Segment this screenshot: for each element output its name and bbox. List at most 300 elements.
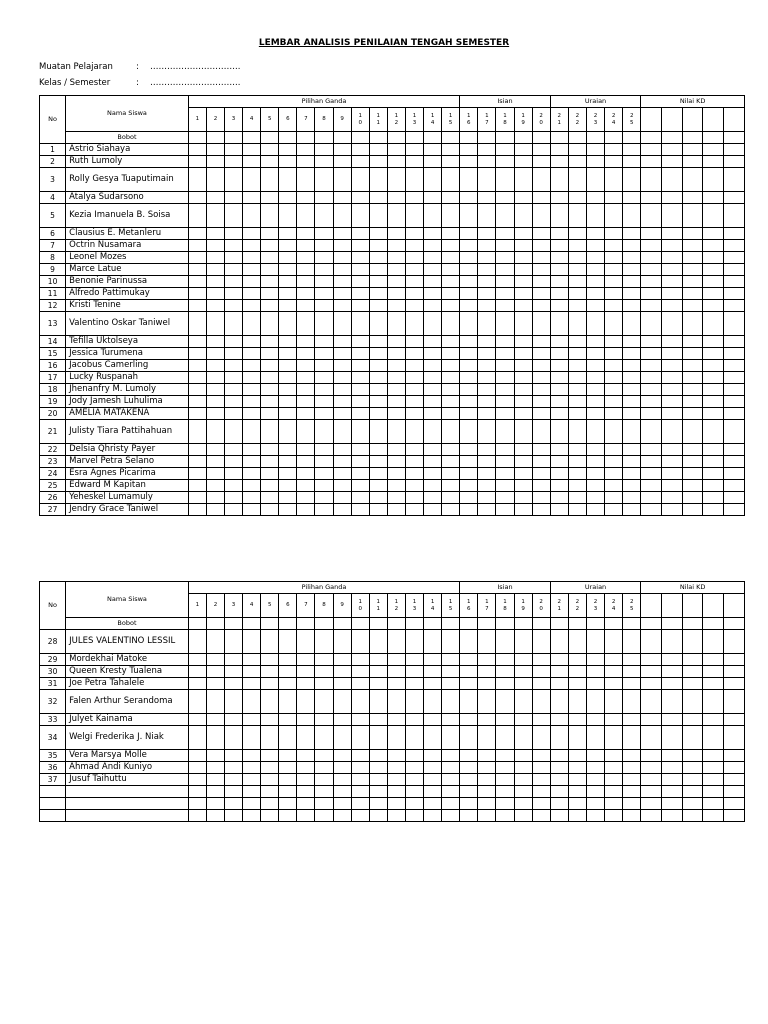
score-cell (641, 654, 662, 666)
score-cell (243, 774, 261, 786)
score-cell (224, 312, 242, 336)
student-row (40, 252, 745, 264)
score-cell (605, 420, 623, 444)
score-cell (315, 504, 333, 516)
score-cell (333, 690, 351, 714)
score-cell (188, 228, 206, 240)
score-cell (369, 192, 387, 204)
student-row (40, 192, 745, 204)
score-cell (623, 396, 641, 408)
score-cell (315, 252, 333, 264)
score-cell (703, 714, 724, 726)
score-cell (369, 348, 387, 360)
student-name: Esra Agnes Picarima (66, 468, 189, 480)
score-cell (623, 630, 641, 654)
score-cell (532, 204, 550, 228)
score-cell (550, 360, 568, 372)
score-cell (568, 678, 586, 690)
score-cell (351, 228, 369, 240)
score-cell (188, 726, 206, 750)
item-digit: 9 (521, 119, 525, 126)
score-cell (387, 384, 405, 396)
score-cell (351, 456, 369, 468)
score-cell (369, 252, 387, 264)
score-cell (424, 156, 442, 168)
student-row (40, 396, 745, 408)
score-cell (703, 264, 724, 276)
score-cell (405, 774, 423, 786)
score-cell (333, 492, 351, 504)
score-cell (224, 156, 242, 168)
header-no: No (40, 96, 66, 144)
score-cell (682, 204, 703, 228)
score-cell (387, 288, 405, 300)
student-no (40, 798, 66, 810)
score-cell (315, 312, 333, 336)
score-cell (297, 384, 315, 396)
score-cell (224, 204, 242, 228)
bobot-cell (682, 132, 703, 144)
score-cell (224, 762, 242, 774)
score-cell (514, 774, 532, 786)
score-cell (568, 690, 586, 714)
score-cell (315, 264, 333, 276)
item-number-14 (424, 594, 442, 618)
score-cell (188, 408, 206, 420)
score-cell (682, 786, 703, 798)
header-pilihan-ganda: Pilihan Ganda (188, 96, 459, 108)
score-cell (333, 204, 351, 228)
score-cell (514, 630, 532, 654)
score-cell (623, 666, 641, 678)
score-cell (532, 408, 550, 420)
score-cell (703, 360, 724, 372)
score-cell (623, 192, 641, 204)
score-cell (224, 726, 242, 750)
score-cell (641, 666, 662, 678)
score-cell (206, 786, 224, 798)
score-cell (206, 360, 224, 372)
bobot-cell (351, 618, 369, 630)
student-no: 20 (40, 408, 66, 420)
score-cell (496, 630, 514, 654)
score-cell (550, 666, 568, 678)
student-no: 33 (40, 714, 66, 726)
score-cell (641, 678, 662, 690)
score-cell (351, 774, 369, 786)
score-cell (351, 144, 369, 156)
score-cell (424, 264, 442, 276)
score-cell (351, 408, 369, 420)
score-cell (724, 192, 745, 204)
score-cell (460, 798, 478, 810)
score-cell (623, 240, 641, 252)
score-cell (424, 444, 442, 456)
score-cell (405, 156, 423, 168)
bobot-cell (496, 618, 514, 630)
score-cell (297, 336, 315, 348)
score-cell (333, 336, 351, 348)
score-cell (224, 240, 242, 252)
score-cell (206, 762, 224, 774)
score-cell (442, 786, 460, 798)
score-cell (243, 384, 261, 396)
score-cell (478, 654, 496, 666)
score-cell (442, 480, 460, 492)
item-number-7: 7 (297, 594, 315, 618)
student-name: Marvel Petra Selano (66, 456, 189, 468)
score-cell (261, 276, 279, 288)
item-digit: 1 (503, 113, 507, 120)
score-cell (442, 288, 460, 300)
item-digit: 2 (539, 599, 543, 606)
item-number-6: 6 (279, 594, 297, 618)
score-cell (724, 798, 745, 810)
student-name: Leonel Mozes (66, 252, 189, 264)
score-cell (351, 798, 369, 810)
score-cell (188, 372, 206, 384)
score-cell (442, 420, 460, 444)
score-cell (315, 480, 333, 492)
item-digit: 1 (467, 113, 471, 120)
score-cell (568, 288, 586, 300)
score-cell (641, 786, 662, 798)
score-cell (261, 762, 279, 774)
score-cell (586, 276, 604, 288)
score-cell (206, 168, 224, 192)
score-cell (206, 396, 224, 408)
bobot-cell (641, 618, 662, 630)
student-name: Mordekhai Matoke (66, 654, 189, 666)
score-cell (369, 654, 387, 666)
score-cell (496, 468, 514, 480)
score-cell (550, 726, 568, 750)
score-cell (442, 666, 460, 678)
student-no: 31 (40, 678, 66, 690)
score-cell (224, 690, 242, 714)
score-cell (297, 690, 315, 714)
score-cell (586, 252, 604, 264)
score-cell (369, 630, 387, 654)
score-cell (550, 408, 568, 420)
item-number-24 (605, 594, 623, 618)
student-row (40, 678, 745, 690)
bobot-cell (460, 618, 478, 630)
score-cell (206, 276, 224, 288)
student-row (40, 264, 745, 276)
score-cell (224, 192, 242, 204)
score-cell (351, 420, 369, 444)
score-cell (478, 810, 496, 822)
student-name: Queen Kresty Tualena (66, 666, 189, 678)
score-cell (442, 726, 460, 750)
score-cell (623, 468, 641, 480)
item-digit: 2 (557, 599, 562, 606)
score-cell (586, 420, 604, 444)
score-cell (224, 348, 242, 360)
item-number-23 (586, 108, 604, 132)
score-cell (369, 240, 387, 252)
score-cell (442, 228, 460, 240)
score-cell (703, 666, 724, 678)
score-cell (568, 336, 586, 348)
score-cell (623, 456, 641, 468)
item-number-16 (460, 108, 478, 132)
score-cell (424, 762, 442, 774)
item-number-22 (568, 594, 586, 618)
score-cell (568, 252, 586, 264)
score-cell (224, 372, 242, 384)
item-digit: 1 (430, 599, 435, 606)
score-cell (568, 492, 586, 504)
score-cell (315, 276, 333, 288)
bobot-cell (405, 132, 423, 144)
score-cell (188, 714, 206, 726)
score-cell (315, 630, 333, 654)
score-cell (703, 300, 724, 312)
score-cell (661, 678, 682, 690)
score-cell (605, 192, 623, 204)
score-cell (297, 288, 315, 300)
score-cell (586, 786, 604, 798)
score-cell (333, 480, 351, 492)
score-cell (315, 492, 333, 504)
score-cell (387, 786, 405, 798)
score-cell (568, 630, 586, 654)
score-cell (496, 144, 514, 156)
score-cell (243, 312, 261, 336)
score-cell (605, 252, 623, 264)
score-cell (297, 492, 315, 504)
score-cell (351, 396, 369, 408)
score-cell (279, 288, 297, 300)
score-cell (641, 630, 662, 654)
score-cell (568, 204, 586, 228)
score-cell (703, 786, 724, 798)
score-cell (351, 264, 369, 276)
score-cell (568, 156, 586, 168)
student-row (40, 372, 745, 384)
score-cell (550, 714, 568, 726)
score-cell (188, 300, 206, 312)
score-cell (206, 228, 224, 240)
score-cell (387, 144, 405, 156)
score-cell (369, 810, 387, 822)
score-cell (351, 762, 369, 774)
score-cell (661, 264, 682, 276)
score-cell (532, 252, 550, 264)
bobot-cell (369, 618, 387, 630)
student-no: 28 (40, 630, 66, 654)
score-cell (315, 192, 333, 204)
score-cell (623, 204, 641, 228)
student-no: 18 (40, 384, 66, 396)
item-number-5: 5 (261, 108, 279, 132)
student-row (40, 456, 745, 468)
score-cell (243, 156, 261, 168)
score-cell (703, 372, 724, 384)
score-cell (568, 774, 586, 786)
student-no: 9 (40, 264, 66, 276)
score-cell (224, 492, 242, 504)
score-cell (188, 492, 206, 504)
score-cell (514, 810, 532, 822)
score-cell (442, 444, 460, 456)
score-cell (605, 336, 623, 348)
item-digit: 1 (485, 113, 489, 120)
score-cell (351, 714, 369, 726)
score-cell (724, 654, 745, 666)
score-cell (496, 168, 514, 192)
score-cell (369, 288, 387, 300)
score-cell (224, 714, 242, 726)
score-cell (405, 810, 423, 822)
score-cell (297, 396, 315, 408)
item-number-15 (442, 594, 460, 618)
student-row (40, 204, 745, 228)
score-cell (496, 312, 514, 336)
score-cell (460, 336, 478, 348)
score-cell (243, 786, 261, 798)
score-cell (206, 774, 224, 786)
student-row (40, 228, 745, 240)
score-cell (478, 786, 496, 798)
score-cell (478, 492, 496, 504)
score-cell (442, 714, 460, 726)
score-cell (605, 774, 623, 786)
score-cell (442, 204, 460, 228)
score-cell (279, 666, 297, 678)
score-cell (641, 144, 662, 156)
score-cell (224, 264, 242, 276)
score-cell (532, 444, 550, 456)
score-cell (297, 678, 315, 690)
score-cell (550, 420, 568, 444)
score-cell (387, 750, 405, 762)
score-cell (279, 144, 297, 156)
score-cell (586, 750, 604, 762)
score-cell (387, 630, 405, 654)
score-cell (188, 204, 206, 228)
score-cell (623, 714, 641, 726)
score-cell (641, 750, 662, 762)
score-cell (586, 762, 604, 774)
score-cell (405, 714, 423, 726)
score-cell (605, 276, 623, 288)
score-cell (586, 468, 604, 480)
score-cell (605, 468, 623, 480)
student-no: 22 (40, 444, 66, 456)
score-cell (351, 348, 369, 360)
student-row (40, 144, 745, 156)
score-cell (661, 750, 682, 762)
score-cell (279, 348, 297, 360)
score-cell (623, 810, 641, 822)
score-cell (514, 336, 532, 348)
score-cell (442, 762, 460, 774)
score-cell (424, 312, 442, 336)
student-no: 37 (40, 774, 66, 786)
item-digit: 3 (593, 119, 598, 126)
score-cell (424, 714, 442, 726)
score-cell (703, 690, 724, 714)
score-cell (279, 504, 297, 516)
score-cell (333, 384, 351, 396)
score-cell (724, 774, 745, 786)
student-name: Julisty Tiara Pattihahuan (66, 420, 189, 444)
score-cell (405, 444, 423, 456)
score-cell (405, 654, 423, 666)
score-cell (369, 690, 387, 714)
score-cell (605, 384, 623, 396)
score-cell (261, 228, 279, 240)
score-cell (703, 156, 724, 168)
score-cell (297, 204, 315, 228)
score-cell (724, 408, 745, 420)
score-cell (297, 192, 315, 204)
score-cell (261, 300, 279, 312)
score-cell (206, 666, 224, 678)
score-cell (261, 288, 279, 300)
score-cell (442, 348, 460, 360)
score-cell (661, 228, 682, 240)
score-cell (703, 288, 724, 300)
score-cell (532, 420, 550, 444)
score-cell (496, 240, 514, 252)
score-cell (405, 264, 423, 276)
score-cell (661, 396, 682, 408)
student-name: Jendry Grace Taniwel (66, 504, 189, 516)
score-cell (224, 420, 242, 444)
score-cell (682, 300, 703, 312)
score-cell (623, 654, 641, 666)
score-cell (568, 240, 586, 252)
score-cell (424, 480, 442, 492)
score-cell (605, 726, 623, 750)
bobot-cell (586, 132, 604, 144)
student-no: 26 (40, 492, 66, 504)
item-digit: 1 (557, 119, 562, 126)
score-cell (315, 228, 333, 240)
score-cell (369, 372, 387, 384)
item-number-10 (351, 108, 369, 132)
score-cell (261, 144, 279, 156)
score-cell (387, 714, 405, 726)
score-cell (550, 690, 568, 714)
score-cell (496, 408, 514, 420)
score-cell (261, 312, 279, 336)
score-cell (243, 480, 261, 492)
score-cell (315, 360, 333, 372)
score-cell (387, 666, 405, 678)
score-cell (243, 168, 261, 192)
item-number-19 (514, 594, 532, 618)
score-cell (188, 666, 206, 678)
student-row (40, 288, 745, 300)
item-digit: 2 (394, 119, 399, 126)
score-cell (460, 714, 478, 726)
score-cell (661, 714, 682, 726)
score-cell (478, 774, 496, 786)
score-cell (478, 420, 496, 444)
score-cell (724, 396, 745, 408)
score-cell (297, 726, 315, 750)
item-number-23 (586, 594, 604, 618)
score-cell (387, 678, 405, 690)
score-cell (351, 666, 369, 678)
meta-colon: : (136, 78, 139, 88)
score-cell (315, 726, 333, 750)
